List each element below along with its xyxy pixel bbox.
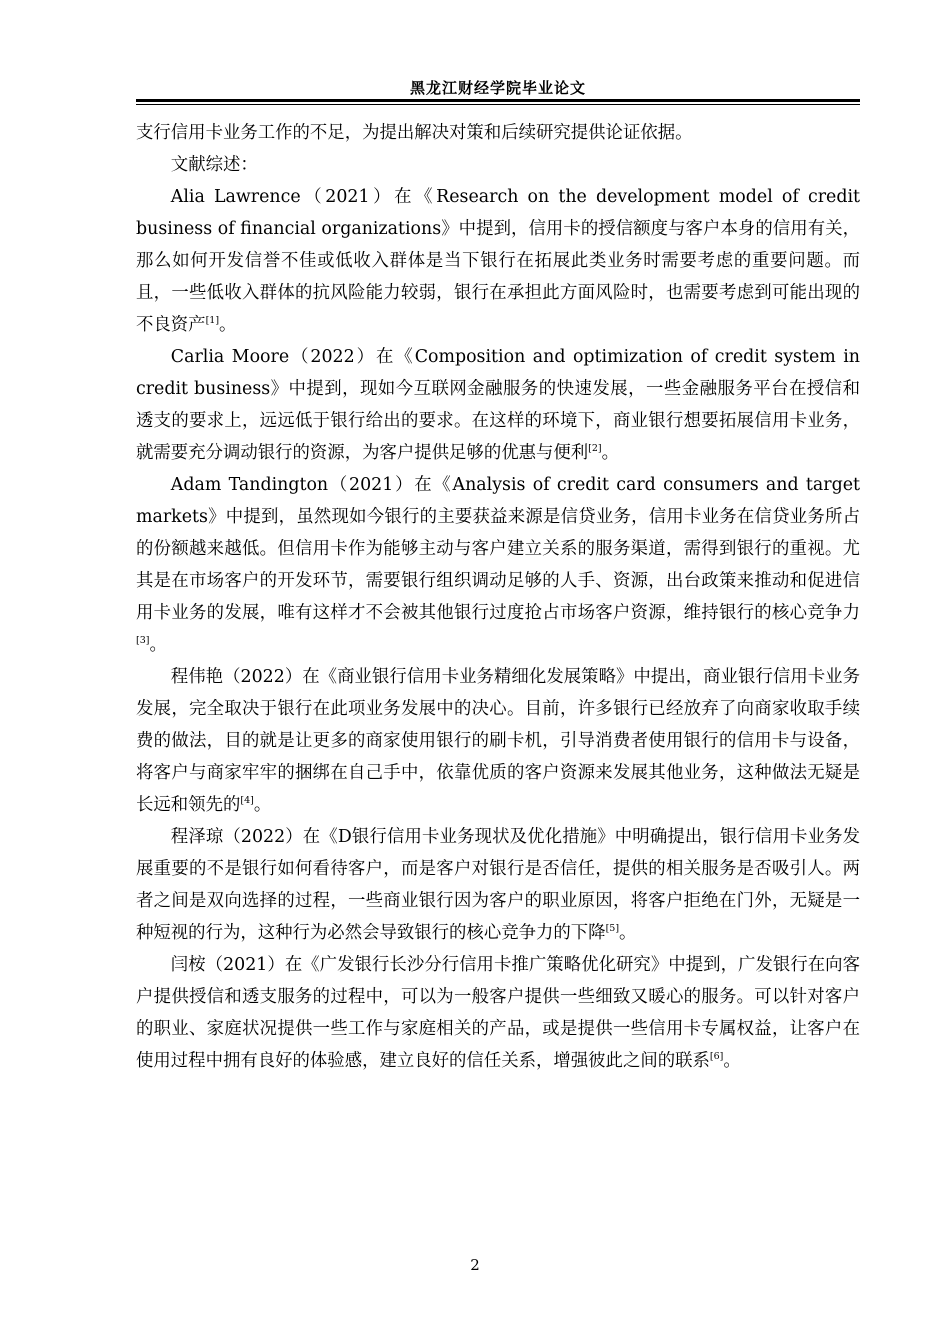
citation-ref: [1] [205, 315, 220, 327]
header-rule-thick [136, 99, 860, 102]
paragraph: Carlia Moore（2022）在《Composition and optimization of credit system in credit business》中提到，现如今互联网金融服务的快速发展，一些金融服务平台在授信和透支的要求上，远远低于银行给出的要求。在这样的环境下，商业银行想要拓展信用卡业务，就需要充分调动银行的资源，为客户提供足够的优惠与便利[2]。 [136, 347, 860, 463]
page-number: 2 [470, 1256, 480, 1274]
citation-ref: [3] [136, 635, 150, 647]
paragraph: Alia Lawrence（2021）在《Research on the development model of credit business of financial organizations》中提到，信用卡的授信额度与客户本身的信用有关，那么如何开发信誉不佳或低收入群体是当下银行在拓展此类业务时需要考虑的重要问题。而且，一些低收入群体的抗风险能力较弱，银行在承担此方面风险时，也需要考虑到可能出现的不良资产[1]。 [136, 187, 860, 335]
header-rule-thin [136, 104, 860, 105]
citation-ref: [4] [240, 795, 254, 807]
paragraph-continuation: 支行信用卡业务工作的不足，为提出解决对策和后续研究提供论证依据。 [136, 123, 693, 143]
citation-ref: [5] [605, 923, 620, 935]
paragraph: 程伟艳（2022）在《商业银行信用卡业务精细化发展策略》中提出，商业银行信用卡业务发展，完全取决于银行在此项业务发展中的决心。目前，许多银行已经放弃了向商家收取手续费的做法，目的就是让更多的商家使用银行的刷卡机，引导消费者使用银行的信用卡与设备，将客户与商家牢牢的捆绑在自己手中，依靠优质的客户资源来发展其他业务，这种做法无疑是长远和领先的[4]。 [136, 667, 860, 815]
body-text [136, 117, 860, 1077]
literature-review-heading: 文献综述： [170, 155, 258, 175]
paragraph: 程泽琼（2022）在《D银行信用卡业务现状及优化措施》中明确提出，银行信用卡业务发展重要的不是银行如何看待客户，而是客户对银行是否信任，提供的相关服务是否吸引人。两者之间是双向选择的过程，一些商业银行因为客户的职业原因，将客户拒绝在门外，无疑是一种短视的行为，这种行为必然会导致银行的核心竞争力的下降[5]。 [136, 827, 860, 943]
citation-ref: [6] [709, 1051, 724, 1063]
paragraph: Adam Tandington（2021）在《Analysis of credit card consumers and target markets》中提到，虽然现如今银行的主要获益来源是信贷业务，信用卡业务在信贷业务所占的份额越来越低。但信用卡作为能够主动与客户建立关系的服务渠道，需得到银行的重视。尤其是在市场客户的开发环节，需要银行组织调动足够的人手、资源，出台政策来推动和促进信用卡业务的发展，唯有这样才不会被其他银行过度抢占市场客户资源，维持银行的核心竞争力[3]。 [136, 475, 860, 655]
paragraph: 闫桉（2021）在《广发银行长沙分行信用卡推广策略优化研究》中提到，广发银行在向客户提供授信和透支服务的过程中，可以为一般客户提供一些细致又暖心的服务。可以针对客户的职业、家庭状况提供一些工作与家庭相关的产品，或是提供一些信用卡专属权益，让客户在使用过程中拥有良好的体验感，建立良好的信任关系，增强彼此之间的联系[6]。 [136, 955, 860, 1071]
page-header-title: 黑龙江财经学院毕业论文 [409, 79, 586, 97]
citation-ref: [2] [588, 443, 602, 455]
